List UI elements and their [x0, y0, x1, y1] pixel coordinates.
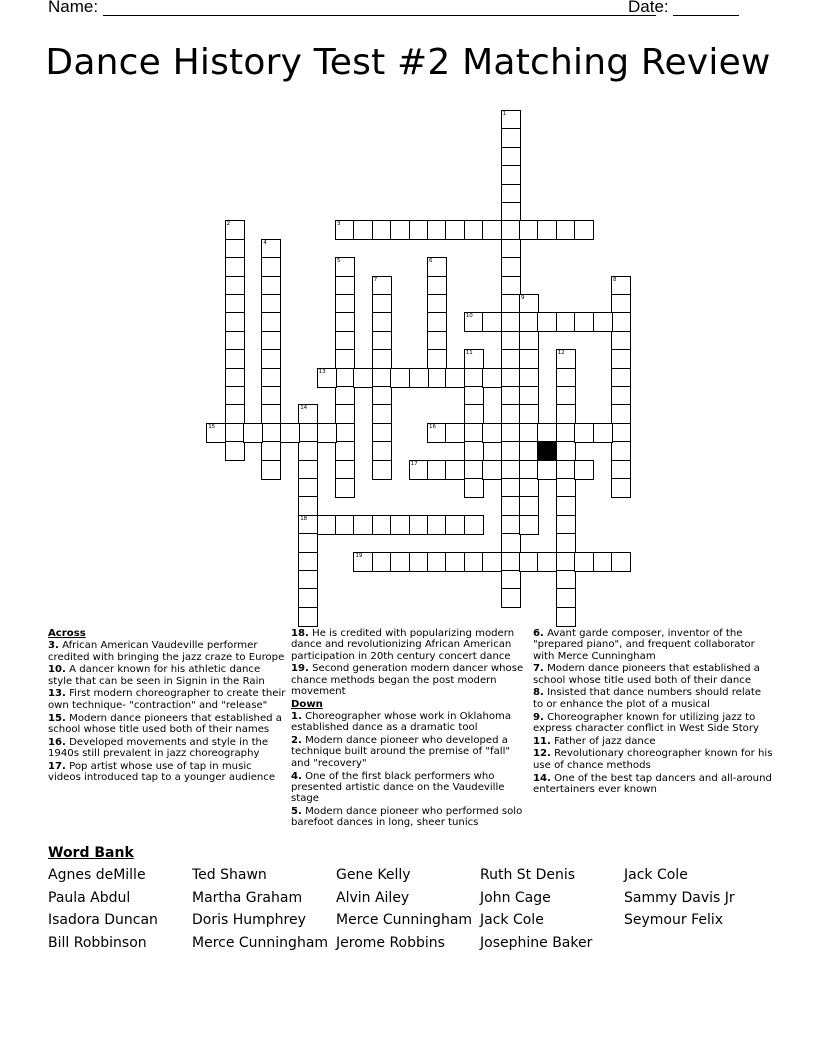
grid-cell[interactable]	[427, 515, 447, 535]
word-bank-item: Seymour Felix	[624, 912, 724, 929]
grid-cell[interactable]	[574, 220, 594, 240]
grid-cell[interactable]	[611, 423, 631, 443]
word-bank-item: Agnes deMille	[48, 867, 146, 883]
page-title: Dance History Test #2 Matching Review	[45, 42, 771, 83]
grid-cell[interactable]	[519, 312, 539, 332]
grid-cell[interactable]	[372, 331, 392, 351]
grid-cell[interactable]	[464, 404, 484, 424]
word-bank-item: Ruth St Denis	[480, 867, 576, 883]
grid-cell[interactable]	[445, 460, 465, 480]
clue-number: 15	[208, 423, 216, 430]
grid-cell[interactable]	[574, 423, 594, 443]
grid-cell[interactable]	[556, 607, 576, 627]
grid-cell[interactable]	[261, 312, 281, 332]
grid-cell[interactable]	[372, 368, 392, 388]
grid-cell[interactable]	[501, 312, 521, 332]
grid-cell[interactable]	[298, 496, 318, 516]
word-bank-item: Jack Cole	[624, 867, 688, 883]
clue-across-17: 17. Pop artist whose use of tap in music videos introduced tap to a younger audience	[48, 760, 276, 784]
word-bank-item: Jerome Robbins	[336, 935, 445, 952]
grid-cell[interactable]	[225, 386, 245, 406]
clue-number: 13	[318, 368, 326, 375]
grid-cell[interactable]	[464, 349, 484, 369]
grid-cell[interactable]	[556, 533, 576, 553]
grid-cell[interactable]	[537, 312, 557, 332]
grid-cell[interactable]	[261, 276, 281, 296]
grid-cell[interactable]	[611, 460, 631, 480]
grid-cell[interactable]	[611, 478, 631, 498]
word-bank-item: Bill Robbinson	[48, 935, 147, 952]
grid-cell[interactable]	[464, 220, 484, 240]
grid-cell[interactable]	[427, 331, 447, 351]
grid-cell[interactable]	[556, 460, 576, 480]
grid-cell[interactable]	[537, 220, 557, 240]
word-bank-item: Sammy Davis Jr	[624, 889, 735, 906]
grid-cell[interactable]	[261, 368, 281, 388]
grid-cell[interactable]	[501, 276, 521, 296]
grid-cell[interactable]	[593, 423, 613, 443]
grid-cell[interactable]	[261, 349, 281, 369]
grid-cell[interactable]	[482, 368, 502, 388]
clue-number: 3	[337, 221, 341, 228]
word-bank-item: John Cage	[480, 889, 551, 906]
grid-cell[interactable]	[298, 460, 318, 480]
grid-cell[interactable]	[519, 331, 539, 351]
grid-cell[interactable]	[445, 515, 465, 535]
grid-cell[interactable]	[501, 404, 521, 424]
grid-cell[interactable]	[298, 552, 318, 572]
grid-cell[interactable]	[482, 312, 502, 332]
word-bank	[48, 867, 778, 967]
clue-across-3: 3. African American Vaudeville performer credited with bringing the jazz craze to Europe	[48, 640, 285, 663]
grid-cell[interactable]	[611, 294, 631, 314]
grid-cell[interactable]	[225, 257, 245, 277]
grid-cell[interactable]	[335, 220, 355, 240]
clue-number: 6	[429, 258, 433, 265]
grid-cell[interactable]	[464, 441, 484, 461]
grid-cell[interactable]	[427, 423, 447, 443]
grid-cell[interactable]	[427, 552, 447, 572]
grid-cell[interactable]	[335, 515, 355, 535]
word-bank-item: Josephine Baker	[480, 935, 593, 952]
grid-cell[interactable]	[519, 294, 539, 314]
grid-cell[interactable]	[519, 478, 539, 498]
clue-number: 2	[226, 221, 231, 228]
grid-cell[interactable]	[409, 515, 429, 535]
grid-cell[interactable]	[390, 220, 410, 240]
clue-number: 16	[429, 423, 436, 430]
clue-number: 11	[465, 350, 473, 357]
clue-number: 4	[263, 239, 267, 246]
grid-cell[interactable]	[537, 552, 557, 572]
grid-cell[interactable]	[464, 515, 484, 535]
grid-cell[interactable]	[611, 276, 631, 296]
clue-down-9: 9. Choreographer known for utilizing jazz to express character conflict in West Side Story	[533, 711, 759, 734]
grid-cell[interactable]	[261, 460, 281, 480]
grid-cell[interactable]	[501, 570, 521, 590]
across-heading: Across	[48, 628, 86, 639]
grid-cell[interactable]	[501, 552, 521, 572]
clue-number: 7	[373, 276, 378, 283]
grid-cell[interactable]	[464, 386, 484, 406]
grid-cell[interactable]	[372, 404, 392, 424]
word-bank-title: Word Bank	[48, 845, 134, 861]
grid-cell[interactable]	[537, 423, 557, 443]
down-heading: Down	[291, 698, 323, 710]
grid-cell[interactable]	[501, 386, 521, 406]
grid-cell[interactable]	[409, 368, 429, 388]
grid-cell[interactable]	[501, 110, 521, 130]
grid-cell[interactable]	[372, 423, 392, 443]
grid-cell[interactable]	[409, 552, 429, 572]
clue-down-7: 7. Modern dance pioneers that established a school whose title used both of their dance	[533, 663, 760, 686]
grid-cell[interactable]	[501, 515, 521, 535]
word-bank-item: Ted Shawn	[192, 867, 267, 883]
grid-cell[interactable]	[390, 368, 410, 388]
grid-cell[interactable]	[427, 460, 447, 480]
grid-cell[interactable]	[611, 386, 631, 406]
grid-cell[interactable]	[482, 552, 502, 572]
grid-cell[interactable]	[464, 552, 484, 572]
grid-cell[interactable]	[280, 423, 300, 443]
grid-cell[interactable]	[335, 404, 355, 424]
clue-number: 14	[300, 405, 308, 412]
word-bank-item: Martha Graham	[192, 889, 303, 906]
clue-number: 9	[521, 295, 525, 301]
grid-cell[interactable]	[317, 515, 337, 535]
grid-cell[interactable]	[427, 220, 447, 240]
grid-cell[interactable]	[519, 441, 539, 461]
grid-cell[interactable]	[372, 552, 392, 572]
grid-cell[interactable]	[519, 349, 539, 369]
grid-cell[interactable]	[225, 276, 245, 296]
clue-across-15: 15. Modern dance pioneers that established a school whose title used both of their names	[48, 712, 282, 735]
grid-cell[interactable]	[427, 257, 447, 277]
grid-cell[interactable]	[556, 515, 576, 535]
grid-cell[interactable]	[372, 294, 392, 314]
grid-cell[interactable]	[390, 515, 410, 535]
grid-cell[interactable]	[519, 220, 539, 240]
grid-cell[interactable]	[611, 552, 631, 572]
grid-cell[interactable]	[298, 404, 318, 424]
grid-cell[interactable]	[317, 368, 337, 388]
grid-cell[interactable]	[519, 460, 539, 480]
grid-cell[interactable]	[611, 331, 631, 351]
grid-cell[interactable]	[519, 423, 539, 443]
grid-cell[interactable]	[335, 276, 355, 296]
grid-cell[interactable]	[537, 460, 557, 480]
grid-cell[interactable]	[501, 165, 521, 185]
grid-cell[interactable]	[482, 220, 502, 240]
clues-column-1	[48, 628, 286, 785]
grid-cell[interactable]	[464, 423, 484, 443]
grid-cell[interactable]	[261, 239, 281, 259]
grid-cell[interactable]	[261, 331, 281, 351]
clue-down-2: 2. Modern dance pioneer who developed a technique built around the premise of "fall" and "recovery"	[291, 735, 511, 769]
grid-cell[interactable]	[225, 239, 245, 259]
grid-cell[interactable]	[298, 515, 318, 535]
grid-cell[interactable]	[298, 588, 318, 608]
grid-cell[interactable]	[501, 588, 521, 608]
grid-cell[interactable]	[298, 607, 318, 627]
grid-cell[interactable]	[335, 257, 355, 277]
grid-cell[interactable]	[298, 533, 318, 553]
grid-black-cell	[537, 441, 557, 461]
grid-cell[interactable]	[556, 220, 576, 240]
grid-cell[interactable]	[298, 441, 318, 461]
grid-cell[interactable]	[298, 478, 318, 498]
clue-number: 18	[300, 515, 308, 522]
grid-cell[interactable]	[409, 220, 429, 240]
grid-cell[interactable]	[556, 570, 576, 590]
grid-cell[interactable]	[501, 294, 521, 314]
grid-cell[interactable]	[501, 423, 521, 443]
grid-cell[interactable]	[427, 368, 447, 388]
clue-number: 12	[557, 350, 565, 357]
grid-cell[interactable]	[225, 331, 245, 351]
grid-cell[interactable]	[482, 460, 502, 480]
grid-cell[interactable]	[556, 478, 576, 498]
clue-number: 19	[355, 552, 363, 559]
grid-cell[interactable]	[372, 349, 392, 369]
grid-cell[interactable]	[372, 441, 392, 461]
grid-cell[interactable]	[556, 552, 576, 572]
grid-cell[interactable]	[501, 257, 521, 277]
clue-across-16: 16. Developed movements and style in the 1940s still prevalent in jazz choreography	[48, 736, 269, 759]
grid-cell[interactable]	[574, 312, 594, 332]
grid-cell[interactable]	[464, 368, 484, 388]
grid-cell[interactable]	[335, 312, 355, 332]
word-bank-item: Alvin Ailey	[336, 889, 410, 906]
grid-cell[interactable]	[501, 496, 521, 516]
grid-cell[interactable]	[556, 312, 576, 332]
grid-cell[interactable]	[574, 460, 594, 480]
grid-cell[interactable]	[409, 460, 429, 480]
clue-number: 1	[502, 111, 507, 117]
grid-cell[interactable]	[464, 460, 484, 480]
clue-across-18: 18. He is credited with popularizing modern dance and revolutionizing African American participation in 20th century concert dance	[291, 628, 515, 662]
grid-cell[interactable]	[611, 312, 631, 332]
grid-cell[interactable]	[501, 460, 521, 480]
grid-cell[interactable]	[556, 423, 576, 443]
grid-cell[interactable]	[335, 331, 355, 351]
grid-cell[interactable]	[593, 552, 613, 572]
word-bank-item: Merce Cunningham	[336, 912, 473, 929]
grid-cell[interactable]	[501, 533, 521, 553]
grid-cell[interactable]	[261, 386, 281, 406]
grid-cell[interactable]	[501, 331, 521, 351]
grid-cell[interactable]	[353, 368, 373, 388]
grid-cell[interactable]	[519, 496, 539, 516]
grid-cell[interactable]	[445, 220, 465, 240]
grid-cell[interactable]	[501, 239, 521, 259]
grid-cell[interactable]	[372, 515, 392, 535]
grid-cell[interactable]	[427, 276, 447, 296]
grid-cell[interactable]	[335, 386, 355, 406]
grid-cell[interactable]	[482, 423, 502, 443]
grid-cell[interactable]	[225, 441, 245, 461]
clue-number: 10	[465, 313, 473, 320]
grid-cell[interactable]	[225, 220, 245, 240]
grid-cell[interactable]	[574, 552, 594, 572]
grid-cell[interactable]	[464, 312, 484, 332]
clue-number: 8	[613, 276, 617, 283]
grid-cell[interactable]	[556, 441, 576, 461]
grid-cell[interactable]	[611, 404, 631, 424]
grid-cell[interactable]	[556, 496, 576, 516]
word-bank-item: Doris Humphrey	[192, 912, 306, 929]
grid-cell[interactable]	[335, 368, 355, 388]
grid-cell[interactable]	[353, 220, 373, 240]
clue-down-8: 8. Insisted that dance numbers should relate to or enhance the plot of a musical	[533, 687, 762, 710]
grid-cell[interactable]	[225, 312, 245, 332]
grid-cell[interactable]	[501, 184, 521, 204]
grid-cell[interactable]	[335, 441, 355, 461]
grid-cell[interactable]	[556, 386, 576, 406]
grid-cell[interactable]	[261, 441, 281, 461]
grid-cell[interactable]	[593, 312, 613, 332]
grid-cell[interactable]	[372, 386, 392, 406]
grid-cell[interactable]	[372, 312, 392, 332]
grid-cell[interactable]	[556, 349, 576, 369]
clue-down-6: 6. Avant garde composer, inventor of the "prepared piano", and frequent collaborator with Merce Cunningham	[533, 628, 755, 662]
grid-cell[interactable]	[501, 220, 521, 240]
clue-number: 17	[410, 460, 418, 467]
grid-cell[interactable]	[556, 588, 576, 608]
grid-cell[interactable]	[353, 552, 373, 572]
clues-column-3	[533, 628, 773, 797]
clue-across-10: 10. A dancer known for his athletic dance style that can be seen in Signin in the Rain	[48, 664, 265, 687]
grid-cell[interactable]	[501, 202, 521, 222]
grid-cell[interactable]	[225, 294, 245, 314]
grid-cell[interactable]	[501, 441, 521, 461]
clue-down-14: 14. One of the best tap dancers and all-around entertainers ever known	[533, 772, 772, 795]
grid-cell[interactable]	[501, 349, 521, 369]
clue-down-12: 12. Revolutionary choreographer known for his use of chance methods	[533, 748, 773, 771]
grid-cell[interactable]	[501, 368, 521, 388]
grid-cell[interactable]	[556, 368, 576, 388]
grid-cell[interactable]	[519, 552, 539, 572]
grid-cell[interactable]	[225, 423, 245, 443]
grid-cell[interactable]	[519, 368, 539, 388]
word-bank-item: Jack Cole	[480, 912, 544, 929]
name-label: Name:	[48, 0, 99, 16]
grid-cell[interactable]	[225, 349, 245, 369]
clue-across-13: 13. First modern choreographer to create their own technique- "contraction" and "release"	[48, 688, 286, 711]
grid-cell[interactable]	[243, 423, 263, 443]
grid-cell[interactable]	[261, 294, 281, 314]
grid-cell[interactable]	[464, 478, 484, 498]
grid-cell[interactable]	[335, 294, 355, 314]
grid-cell[interactable]	[501, 478, 521, 498]
grid-cell[interactable]	[298, 570, 318, 590]
grid-cell[interactable]	[556, 404, 576, 424]
clue-down-4: 4. One of the first black performers who presented artistic dance on the Vaudeville stage	[291, 770, 505, 805]
clues-column-2	[291, 628, 529, 830]
grid-cell[interactable]	[298, 423, 318, 443]
grid-cell[interactable]	[261, 423, 281, 443]
grid-cell[interactable]	[335, 478, 355, 498]
grid-cell[interactable]	[261, 257, 281, 277]
word-bank-item: Paula Abdul	[48, 889, 131, 906]
grid-cell[interactable]	[611, 368, 631, 388]
grid-cell[interactable]	[225, 404, 245, 424]
grid-cell[interactable]	[335, 423, 355, 443]
clue-across-19: 19. Second generation modern dancer whose chance methods began the post modern movement	[291, 663, 524, 697]
date-label: Date:	[628, 0, 669, 16]
grid-cell[interactable]	[390, 552, 410, 572]
word-bank-item: Isadora Duncan	[48, 912, 158, 929]
clue-down-11: 11. Father of jazz dance	[533, 735, 656, 747]
grid-cell[interactable]	[611, 441, 631, 461]
grid-cell[interactable]	[206, 423, 226, 443]
grid-cell[interactable]	[611, 349, 631, 369]
grid-cell[interactable]	[501, 147, 521, 167]
grid-cell[interactable]	[501, 128, 521, 148]
grid-cell[interactable]	[445, 423, 465, 443]
clue-down-5: 5. Modern dance pioneer who performed solo barefoot dances in long, sheer tunics	[291, 805, 523, 829]
grid-cell[interactable]	[335, 460, 355, 480]
grid-cell[interactable]	[372, 220, 392, 240]
grid-cell[interactable]	[427, 312, 447, 332]
word-bank-item: Merce Cunningham	[192, 935, 329, 952]
grid-cell[interactable]	[519, 404, 539, 424]
grid-cell[interactable]	[372, 460, 392, 480]
grid-cell[interactable]	[519, 515, 539, 535]
grid-cell[interactable]	[427, 349, 447, 369]
grid-cell[interactable]	[445, 368, 465, 388]
grid-cell[interactable]	[225, 368, 245, 388]
grid-cell[interactable]	[372, 276, 392, 296]
word-bank-item: Gene Kelly	[336, 867, 411, 883]
grid-cell[interactable]	[353, 515, 373, 535]
grid-cell[interactable]	[335, 349, 355, 369]
clue-down-1: 1. Choreographer whose work in Oklahoma established dance as a dramatic tool	[291, 711, 512, 734]
grid-cell[interactable]	[261, 404, 281, 424]
grid-cell[interactable]	[317, 423, 337, 443]
grid-cell[interactable]	[427, 294, 447, 314]
grid-cell[interactable]	[519, 386, 539, 406]
clue-number: 5	[337, 258, 341, 265]
grid-cell[interactable]	[445, 552, 465, 572]
